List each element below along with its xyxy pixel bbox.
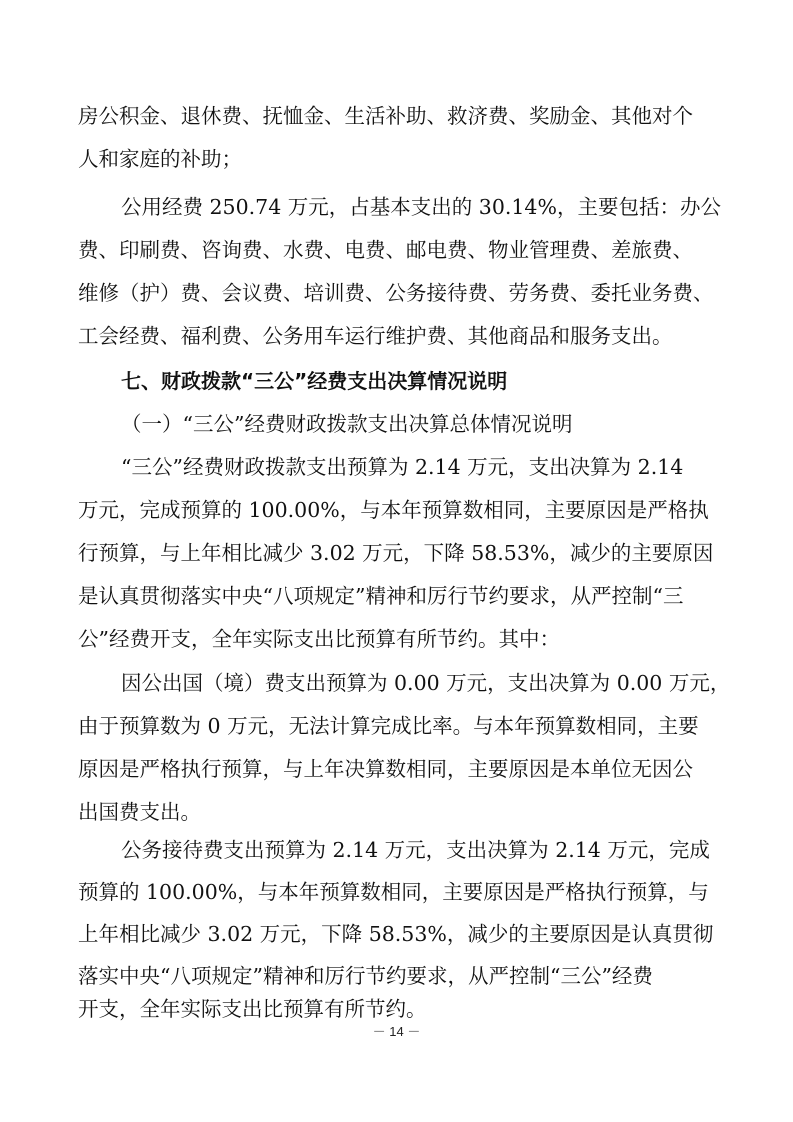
paragraph-line: 万元，完成预算的 100.00%，与本年预算数相同，主要原因是严格执 xyxy=(78,498,709,522)
section-heading: 七、财政拨款“三公”经费支出决算情况说明 xyxy=(121,369,508,393)
paragraph-line: 原因是严格执行预算，与上年决算数相同，主要原因是本单位无因公 xyxy=(78,757,693,781)
paragraph-line: 维修（护）费、会议费、培训费、公务接待费、劳务费、委托业务费、 xyxy=(78,281,714,305)
paragraph-line: 房公积金、退休费、抚恤金、生活补助、救济费、奖励金、其他对个 xyxy=(78,104,693,128)
paragraph-line: 预算的 100.00%，与本年预算数相同，主要原因是严格执行预算，与 xyxy=(78,880,709,904)
paragraph-line: 人和家庭的补助； xyxy=(78,147,242,171)
subsection-heading: （一）“三公”经费财政拨款支出决算总体情况说明 xyxy=(121,412,573,436)
paragraph-line: 落实中央“八项规定”精神和厉行节约要求，从严控制“三公”经费 xyxy=(78,964,653,988)
paragraph-line: 行预算，与上年相比减少 3.02 万元，下降 58.53%，减少的主要原因 xyxy=(78,541,714,565)
paragraph-line: 因公出国（境）费支出预算为 0.00 万元，支出决算为 0.00 万元， xyxy=(121,671,731,695)
paragraph-line: 公”经费开支，全年实际支出比预算有所节约。其中： xyxy=(78,627,560,651)
paragraph-line: 出国费支出。 xyxy=(78,800,201,824)
paragraph-line: 工会经费、福利费、公务用车运行维护费、其他商品和服务支出。 xyxy=(78,324,673,348)
paragraph-line: 公务接待费支出预算为 2.14 万元，支出决算为 2.14 万元，完成 xyxy=(121,838,710,862)
paragraph-line: 开支，全年实际支出比预算有所节约。 xyxy=(78,997,427,1021)
paragraph-line: 由于预算数为 0 万元，无法计算完成比率。与本年预算数相同，主要 xyxy=(78,714,699,738)
paragraph-line: “三公”经费财政拨款支出预算为 2.14 万元，支出决算为 2.14 xyxy=(121,455,684,479)
paragraph-line: 公用经费 250.74 万元，占基本支出的 30.14%，主要包括：办公 xyxy=(121,195,721,219)
paragraph-line: 是认真贯彻落实中央“八项规定”精神和厉行节约要求，从严控制“三 xyxy=(78,584,684,608)
paragraph-line: 费、印刷费、咨询费、水费、电费、邮电费、物业管理费、差旅费、 xyxy=(78,238,693,262)
page-number: － 14 － xyxy=(372,1024,421,1039)
paragraph-line: 上年相比减少 3.02 万元，下降 58.53%，减少的主要原因是认真贯彻 xyxy=(78,922,714,946)
